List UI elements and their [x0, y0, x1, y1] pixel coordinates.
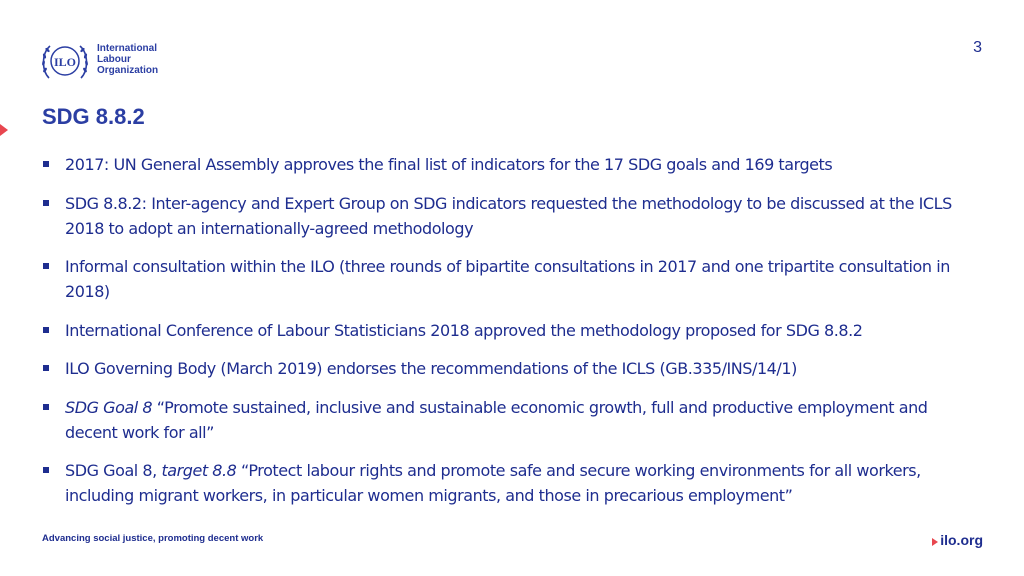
page-title: SDG 8.8.2 — [42, 104, 145, 129]
bullet-text: International Conference of Labour Statisticians 2018 approved the methodology proposed for SDG 8.8.2 — [65, 320, 863, 340]
logo-monogram: ILO — [53, 55, 77, 69]
logo-line-2: Labour — [97, 54, 131, 65]
bullet-text: “Protect labour rights and promote safe and secure working environments for all workers, including migrant workers, in particular women migrants, and those in precarious employment” — [65, 461, 921, 505]
bullet-emphasis: target 8.8 — [161, 461, 237, 480]
list-item — [42, 254, 982, 304]
bullet-text: SDG 8.8.2: Inter-agency and Expert Group on SDG indicators requested the methodology to be discussed at the ICLS 2018 to adopt an internationally-agreed methodology — [65, 193, 952, 238]
bullet-square-icon — [43, 404, 49, 410]
bullet-square-icon — [43, 327, 49, 333]
bullet-square-icon — [43, 365, 49, 371]
list-item — [42, 458, 982, 508]
bullet-emphasis: SDG Goal 8 — [65, 397, 153, 417]
logo-line-3: Organization — [97, 65, 159, 76]
footer-site-link[interactable]: ilo.org — [940, 532, 983, 548]
bullet-text: Informal consultation within the ILO (three rounds of bipartite consultations in 2017 and one tripartite consultation in 2018) — [65, 257, 950, 301]
bullet-text: 2017: UN General Assembly approves the final list of indicators for the 17 SDG goals and 169 targets — [65, 155, 833, 174]
list-item — [42, 356, 982, 381]
list-item — [42, 152, 982, 177]
bullet-square-icon — [43, 161, 49, 167]
bullet-square-icon — [43, 263, 49, 269]
bullet-text: “Promote sustained, inclusive and sustainable economic growth, full and productive employment and decent work for all” — [65, 397, 928, 442]
triangle-right-icon — [932, 538, 938, 546]
footer-tagline: Advancing social justice, promoting decent work — [42, 533, 264, 544]
bullet-square-icon — [43, 467, 49, 473]
slide-marker-icon — [0, 124, 8, 136]
page-number: 3 — [973, 39, 982, 56]
list-item — [42, 318, 982, 343]
list-item — [42, 395, 982, 445]
logo-line-1: International — [97, 43, 158, 54]
ilo-logo[interactable] — [40, 40, 170, 84]
ilo-logo-icon — [40, 40, 90, 84]
logo-wordmark — [97, 43, 158, 76]
bullet-square-icon — [43, 200, 49, 206]
bullet-text: ILO Governing Body (March 2019) endorses the recommendations of the ICLS (GB.335/INS/14/1) — [65, 359, 797, 378]
bullet-list — [42, 152, 982, 522]
bullet-prefix: SDG Goal 8, — [65, 461, 162, 480]
list-item — [42, 191, 982, 241]
